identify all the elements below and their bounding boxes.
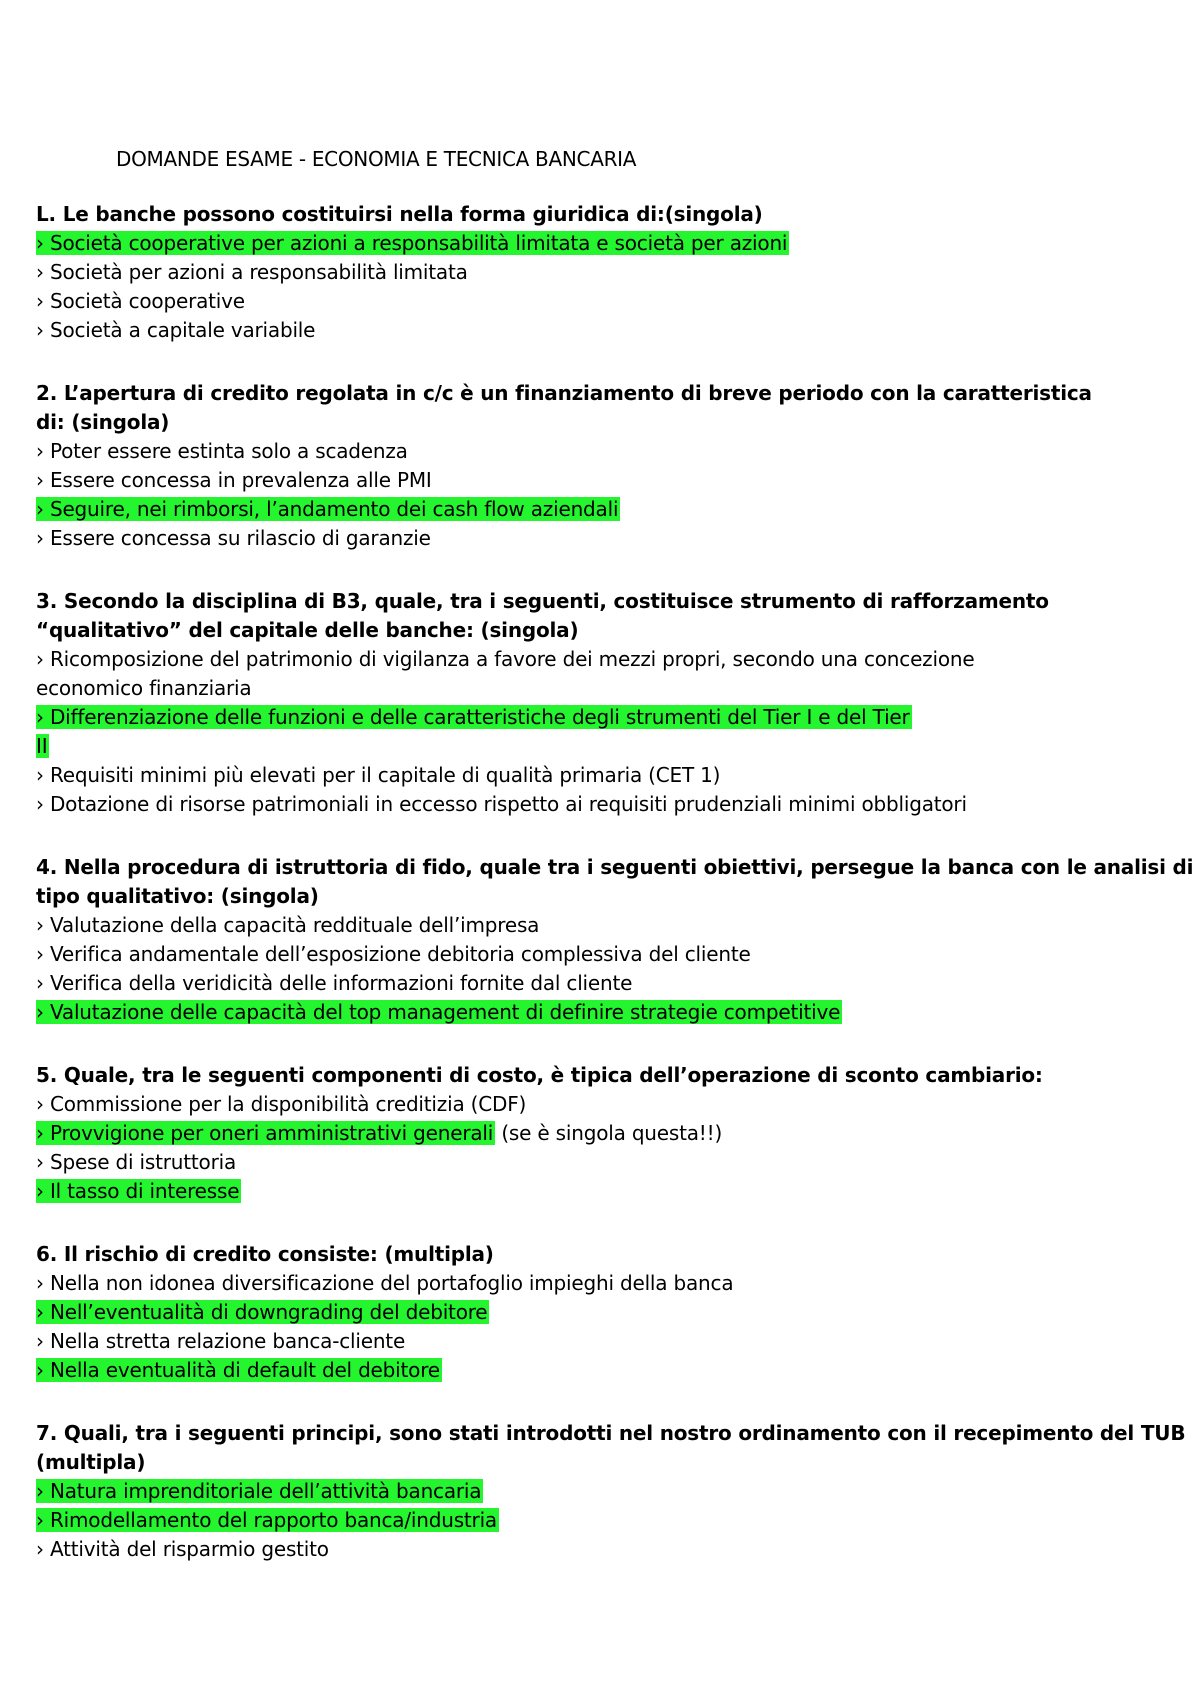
question-4-option-d — [36, 998, 842, 1026]
question-2-option-c — [36, 495, 620, 523]
correct-answer-highlight: › Differenziazione delle funzioni e delle caratteristiche degli strumenti del Tier I e del Tier — [36, 705, 910, 729]
correct-answer-highlight: › Nell’eventualità di downgrading del debitore — [36, 1300, 488, 1324]
question-3-option-a-line-1: › Ricomposizione del patrimonio di vigilanza a favore dei mezzi propri, secondo una concezione — [36, 647, 975, 671]
question-7-text-line-1: 7. Quali, tra i seguenti principi, sono stati introdotti nel nostro ordinamento con il recepimento del TUB — [36, 1421, 1186, 1445]
question-6-text: 6. Il rischio di credito consiste: (multipla) — [36, 1242, 494, 1266]
question-2-option-d: › Essere concessa su rilascio di garanzie — [36, 526, 431, 550]
question-4-option-c: › Verifica della veridicità delle informazioni fornite dal cliente — [36, 971, 633, 995]
question-3-option-c: › Requisiti minimi più elevati per il capitale di qualità primaria (CET 1) — [36, 763, 721, 787]
question-3-text-line-2: “qualitativo” del capitale delle banche: (singola) — [36, 618, 579, 642]
question-2-text-line-2: di: (singola) — [36, 410, 170, 434]
correct-answer-highlight: › Provvigione per oneri amministrativi generali — [36, 1121, 494, 1145]
question-4-option-a: › Valutazione della capacità reddituale dell’impresa — [36, 913, 540, 937]
question-3-option-d: › Dotazione di risorse patrimoniali in eccesso rispetto ai requisiti prudenziali minimi obbligatori — [36, 792, 967, 816]
question-5-option-a: › Commissione per la disponibilità creditizia (CDF) — [36, 1092, 527, 1116]
question-2-option-a: › Poter essere estinta solo a scadenza — [36, 439, 408, 463]
correct-answer-highlight: › Il tasso di interesse — [36, 1179, 240, 1203]
question-2-option-b: › Essere concessa in prevalenza alle PMI — [36, 468, 432, 492]
question-7-text-line-2: (multipla) — [36, 1450, 146, 1474]
question-7-option-a — [36, 1477, 483, 1505]
question-1-option-c: › Società cooperative — [36, 289, 245, 313]
question-1-option-d: › Società a capitale variabile — [36, 318, 316, 342]
question-6-option-c: › Nella stretta relazione banca-cliente — [36, 1329, 406, 1353]
question-6-option-a: › Nella non idonea diversificazione del portafoglio impieghi della banca — [36, 1271, 734, 1295]
correct-answer-highlight: › Società cooperative per azioni a responsabilità limitata e società per azioni — [36, 231, 788, 255]
question-6-option-b — [36, 1298, 489, 1326]
question-7-option-b — [36, 1506, 499, 1534]
question-4-option-b: › Verifica andamentale dell’esposizione debitoria complessiva del cliente — [36, 942, 751, 966]
question-4-text-line-2: tipo qualitativo: (singola) — [36, 884, 319, 908]
question-5-option-b — [36, 1119, 722, 1147]
question-1-option-b: › Società per azioni a responsabilità limitata — [36, 260, 468, 284]
question-3-text-line-1: 3. Secondo la disciplina di B3, quale, tra i seguenti, costituisce strumento di rafforzamento — [36, 589, 1049, 613]
question-5-option-c: › Spese di istruttoria — [36, 1150, 237, 1174]
question-5-text: 5. Quale, tra le seguenti componenti di costo, è tipica dell’operazione di sconto cambiario: — [36, 1063, 1043, 1087]
question-1-text: L. Le banche possono costituirsi nella forma giuridica di:(singola) — [36, 202, 763, 226]
correct-answer-highlight: › Seguire, nei rimborsi, l’andamento dei cash flow aziendali — [36, 497, 619, 521]
question-5-option-d — [36, 1177, 241, 1205]
question-7-option-c: › Attività del risparmio gestito — [36, 1537, 329, 1561]
correct-answer-highlight: › Nella eventualità di default del debitore — [36, 1358, 440, 1382]
correct-answer-highlight: › Natura imprenditoriale dell’attività bancaria — [36, 1479, 482, 1503]
question-6-option-d — [36, 1356, 442, 1384]
answer-note: (se è singola questa!!) — [495, 1121, 723, 1145]
document-title: DOMANDE ESAME - ECONOMIA E TECNICA BANCARIA — [116, 147, 637, 171]
question-4-text-line-1: 4. Nella procedura di istruttoria di fido, quale tra i seguenti obiettivi, persegue la banca con le analisi di — [36, 855, 1194, 879]
question-3-option-b-line-1 — [36, 703, 912, 731]
question-3-option-a-line-2: economico finanziaria — [36, 676, 252, 700]
correct-answer-highlight: › Valutazione delle capacità del top management di definire strategie competitive — [36, 1000, 841, 1024]
question-2-text-line-1: 2. L’apertura di credito regolata in c/c è un finanziamento di breve periodo con la caratteristica — [36, 381, 1092, 405]
correct-answer-highlight: › Rimodellamento del rapporto banca/industria — [36, 1508, 497, 1532]
correct-answer-highlight: II — [36, 734, 48, 758]
question-3-option-b-line-2 — [36, 732, 49, 760]
question-1-option-a — [36, 229, 789, 257]
